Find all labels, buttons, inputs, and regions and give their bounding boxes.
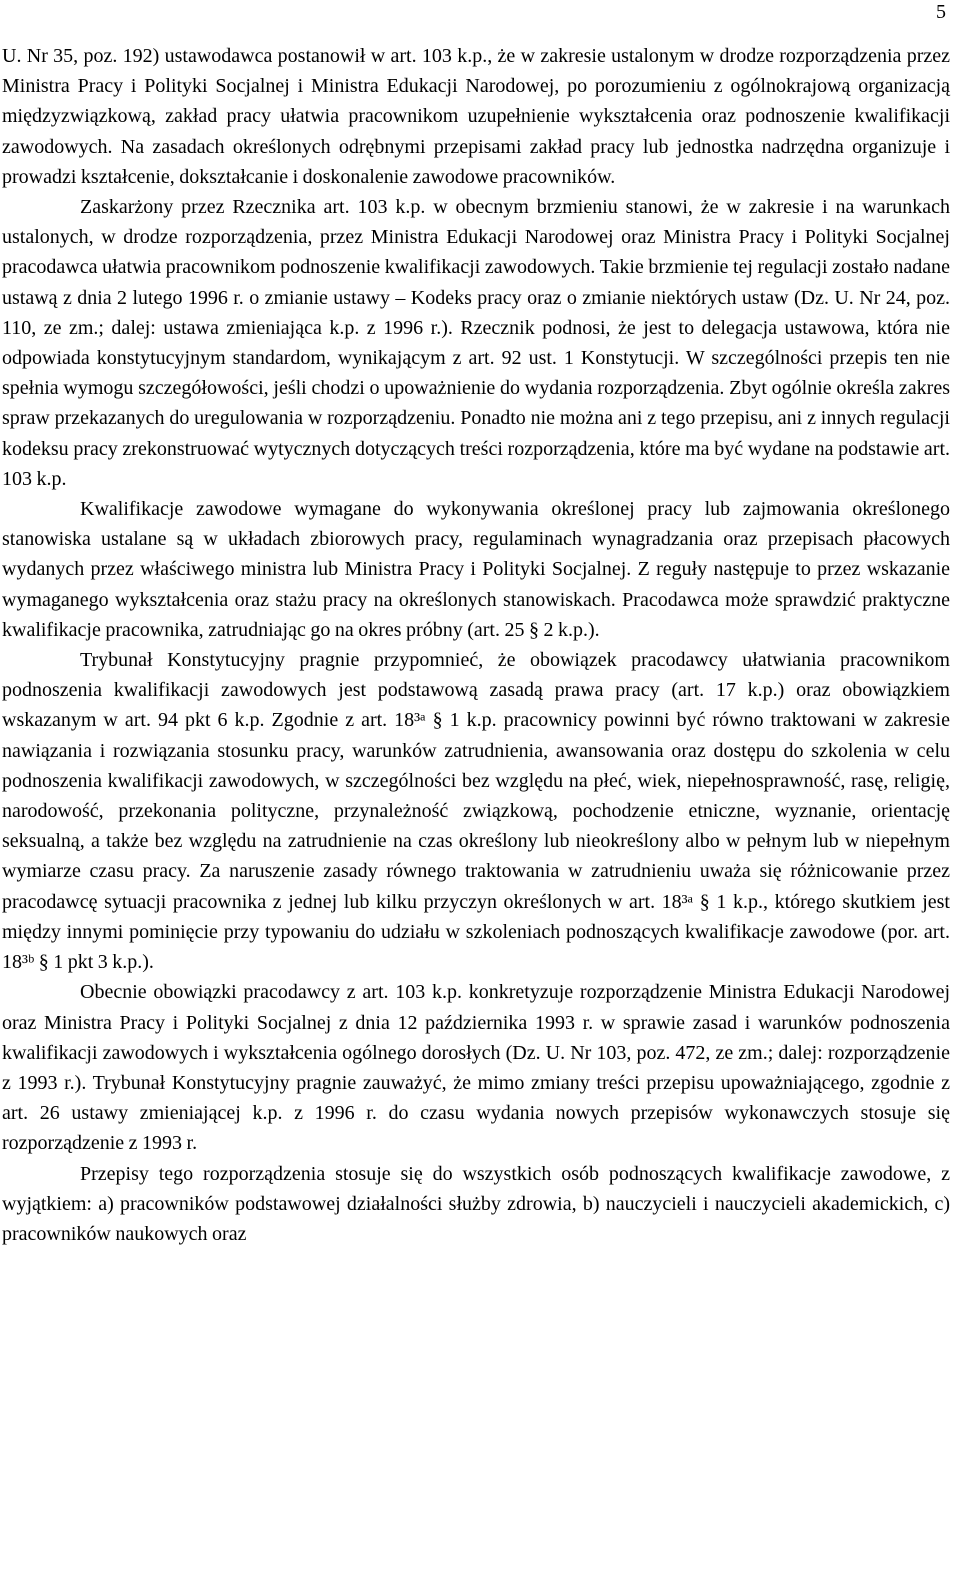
page-number: 5 bbox=[936, 1, 946, 23]
paragraph-3: Kwalifikacje zawodowe wymagane do wykonywania określonej pracy lub zajmowania określonego stanowiska ustalane są w układach zbiorowych pracy, regulaminach wynagradzania oraz przepisach płacowych wydanych przez właściwego ministra lub Ministra Pracy i Polityki Socjalnej. Z reguły następuje to przez wskazanie wymaganego wykształcenia oraz stażu pracy na określonych stanowiskach. Pracodawca może sprawdzić praktyczne kwalifikacje pracownika, zatrudniając go na okres próbny (art. 25 § 2 k.p.). bbox=[2, 498, 950, 641]
paragraph-1: U. Nr 35, poz. 192) ustawodawca postanowił w art. 103 k.p., że w zakresie ustalonym w drodze rozporządzenia przez Ministra Pracy i Polityki Socjalnej i Ministra Edukacji Narodowej, po porozumieniu z ogólnokrajową organizacją międzyzwiązkową, zakład pracy ułatwia pracownikom uzupełnienie wykształcenia oraz podnoszenie kwalifikacji zawodowych. Na zasadach określonych odrębnymi przepisami zakład pracy lub jednostka nadrzędna organizuje i prowadzi kształcenie, dokształcanie i doskonalenie zawodowe pracowników. bbox=[2, 45, 950, 188]
paragraph-2: Zaskarżony przez Rzecznika art. 103 k.p. w obecnym brzmieniu stanowi, że w zakresie i na warunkach ustalonych, w drodze rozporządzenia, przez Ministra Edukacji Narodowej oraz Ministra Pracy i Polityki Socjalnej pracodawca ułatwia pracownikom podnoszenie kwalifikacji zawodowych. Takie brzmienie tej regulacji zostało nadane ustawą z dnia 2 lutego 1996 r. o zmianie ustawy – Kodeks pracy oraz o zmianie niektórych ustaw (Dz. U. Nr 24, poz. 110, ze zm.; dalej: ustawa zmieniająca k.p. z 1996 r.). Rzecznik podnosi, że jest to delegacja ustawowa, która nie odpowiada konstytucyjnym standardom, wynikającym z art. 92 ust. 1 Konstytucji. W szczególności przepis ten nie spełnia wymogu szczegółowości, jeśli chodzi o upoważnienie do wydania rozporządzenia. Zbyt ogólnie określa zakres spraw przekazanych do uregulowania w rozporządzeniu. Ponadto nie można ani z tego przepisu, ani z innych regulacji kodeksu pracy zrekonstruować wytycznych dotyczących treści rozporządzenia, które ma być wydane na podstawie art. 103 k.p. bbox=[2, 196, 950, 490]
paragraph-4: Trybunał Konstytucyjny pragnie przypomnieć, że obowiązek pracodawcy ułatwiania pracownikom podnoszenia kwalifikacji zawodowych jest podstawową zasadą prawa pracy (art. 17 k.p.) oraz obowiązkiem wskazanym w art. 94 pkt 6 k.p. Zgodnie z art. 18³ᵃ § 1 k.p. pracownicy powinni być równo traktowani w zakresie nawiązania i rozwiązania stosunku pracy, warunków zatrudnienia, awansowania oraz dostępu do szkolenia w celu podnoszenia kwalifikacji zawodowych, w szczególności bez względu na płeć, wiek, niepełnosprawność, rasę, religię, narodowość, przekonania polityczne, przynależność związkową, pochodzenie etniczne, wyznanie, orientację seksualną, a także bez względu na zatrudnienie na czas określony lub nieokreślony albo w pełnym lub w niepełnym wymiarze czasu pracy. Za naruszenie zasady równego traktowania w zatrudnieniu uważa się różnicowanie przez pracodawcę sytuacji pracownika z jednej lub kilku przyczyn określonych w art. 18³ᵃ § 1 k.p., którego skutkiem jest między innymi pominięcie przy typowaniu do udziału w szkoleniach podnoszących kwalifikacje zawodowe (por. art. 18³ᵇ § 1 pkt 3 k.p.). bbox=[2, 649, 950, 974]
paragraph-6: Przepisy tego rozporządzenia stosuje się do wszystkich osób podnoszących kwalifikacje zawodowe, z wyjątkiem: a) pracowników podstawowej działalności służby zdrowia, b) nauczycieli i nauczycieli akademickich, c) pracowników naukowych oraz bbox=[2, 1162, 950, 1245]
document-body bbox=[2, 41, 950, 1249]
paragraph-5: Obecnie obowiązki pracodawcy z art. 103 k.p. konkretyzuje rozporządzenie Ministra Edukacji Narodowej oraz Ministra Pracy i Polityki Socjalnej z dnia 12 października 1993 r. w sprawie zasad i warunków podnoszenia kwalifikacji zawodowych i wykształcenia ogólnego dorosłych (Dz. U. Nr 103, poz. 472, ze zm.; dalej: rozporządzenie z 1993 r.). Trybunał Konstytucyjny pragnie zauważyć, że mimo zmiany treści przepisu upoważniającego, zgodnie z art. 26 ustawy zmieniającej k.p. z 1996 r. do czasu wydania nowych przepisów wykonawczych stosuje się rozporządzenie z 1993 r. bbox=[2, 981, 950, 1155]
